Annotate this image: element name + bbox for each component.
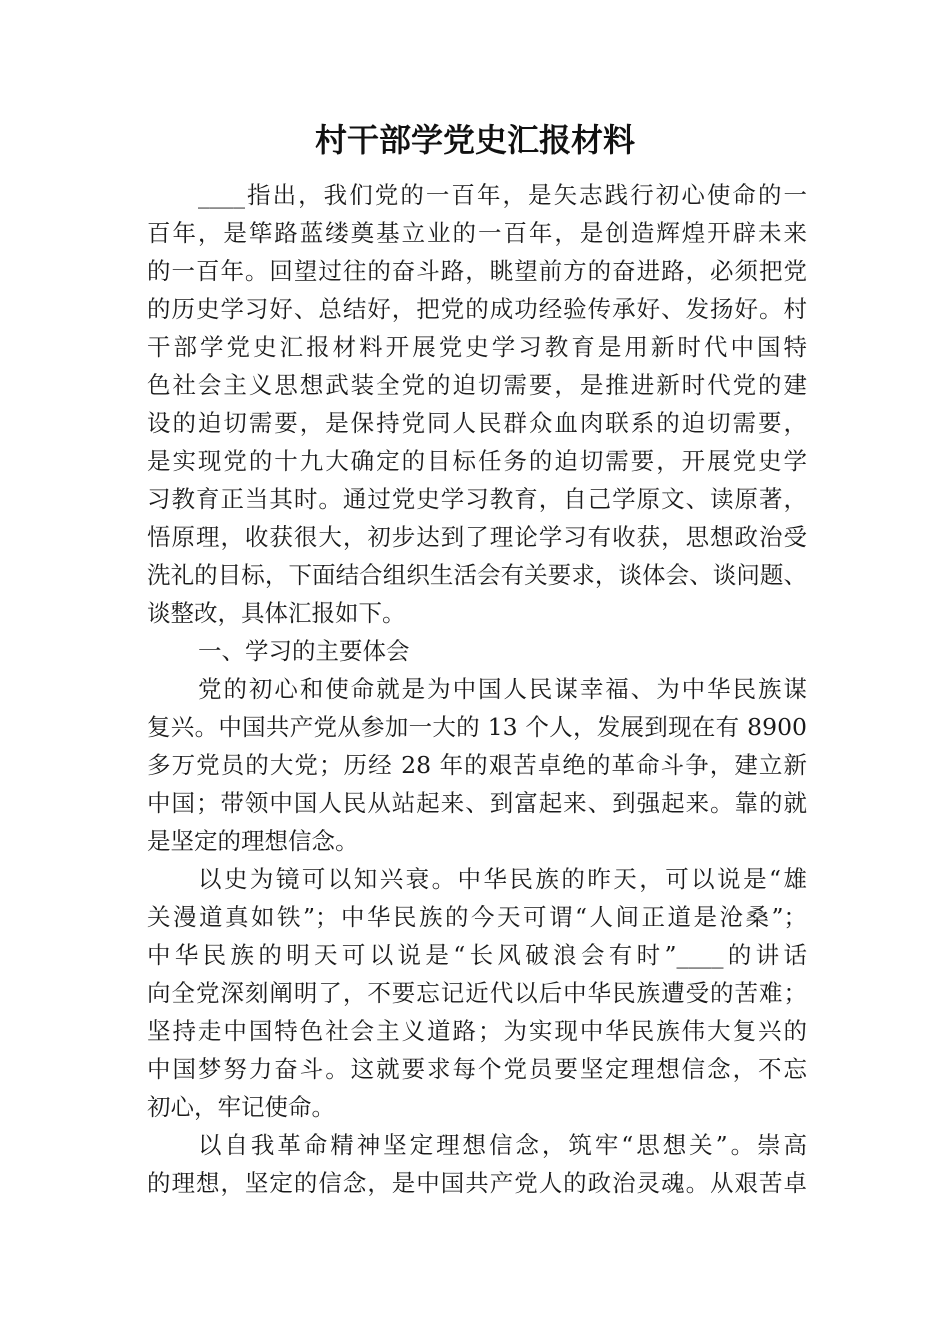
- body-line: 百年，是筚路蓝缕奠基立业的一百年，是创造辉煌开辟未来: [147, 219, 807, 247]
- body-line: 多万党员的大党；历经 28 年的艰苦卓绝的革命斗争，建立新: [147, 751, 807, 779]
- body-line: 习教育正当其时。通过党史学习教育，自己学原文、读原著，: [147, 485, 807, 513]
- document-title: 村干部学党史汇报材料: [314, 121, 635, 159]
- body-line: 向全党深刻阐明了，不要忘记近代以后中华民族遭受的苦难；: [147, 979, 807, 1007]
- body-line: 干部学党史汇报材料开展党史学习教育是用新时代中国特: [147, 333, 807, 361]
- body-line: ____指出，我们党的一百年，是矢志践行初心使命的一: [198, 181, 807, 209]
- body-line: 是实现党的十九大确定的目标任务的迫切需要，开展党史学: [147, 447, 807, 475]
- section-heading: 一、学习的主要体会: [198, 637, 410, 665]
- body-line: 设的迫切需要，是保持党同人民群众血肉联系的迫切需要，: [147, 409, 807, 437]
- body-line: 中华民族的明天可以说是“长风破浪会有时”____的讲话: [147, 941, 807, 969]
- body-line: 初心，牢记使命。: [147, 1093, 335, 1121]
- body-line: 是坚定的理想信念。: [147, 827, 359, 855]
- body-line: 的一百年。回望过往的奋斗路，眺望前方的奋进路，必须把党: [147, 257, 807, 285]
- body-line: 的历史学习好、总结好，把党的成功经验传承好、发扬好。村: [147, 295, 807, 323]
- body-line: 中国；带领中国人民从站起来、到富起来、到强起来。靠的就: [147, 789, 807, 817]
- body-line: 的理想，坚定的信念，是中国共产党人的政治灵魂。从艰苦卓: [147, 1169, 807, 1197]
- body-line: 党的初心和使命就是为中国人民谋幸福、为中华民族谋: [198, 675, 807, 703]
- body-line: 谈整改，具体汇报如下。: [147, 599, 406, 627]
- body-line: 中国梦努力奋斗。这就要求每个党员要坚定理想信念，不忘: [147, 1055, 807, 1083]
- body-line: 色社会主义思想武装全党的迫切需要，是推进新时代党的建: [147, 371, 807, 399]
- body-line: 坚持走中国特色社会主义道路；为实现中华民族伟大复兴的: [147, 1017, 807, 1045]
- body-line: 关漫道真如铁”；中华民族的今天可谓“人间正道是沧桑”；: [147, 903, 807, 931]
- body-line: 以自我革命精神坚定理想信念，筑牢“思想关”。崇高: [198, 1131, 807, 1159]
- body-line: 以史为镜可以知兴衰。中华民族的昨天，可以说是“雄: [198, 865, 807, 893]
- body-line: 悟原理，收获很大，初步达到了理论学习有收获，思想政治受: [147, 523, 807, 551]
- body-line: 复兴。中国共产党从参加一大的 13 个人，发展到现在有 8900: [147, 713, 807, 741]
- body-line: 洗礼的目标，下面结合组织生活会有关要求，谈体会、谈问题、: [147, 561, 807, 589]
